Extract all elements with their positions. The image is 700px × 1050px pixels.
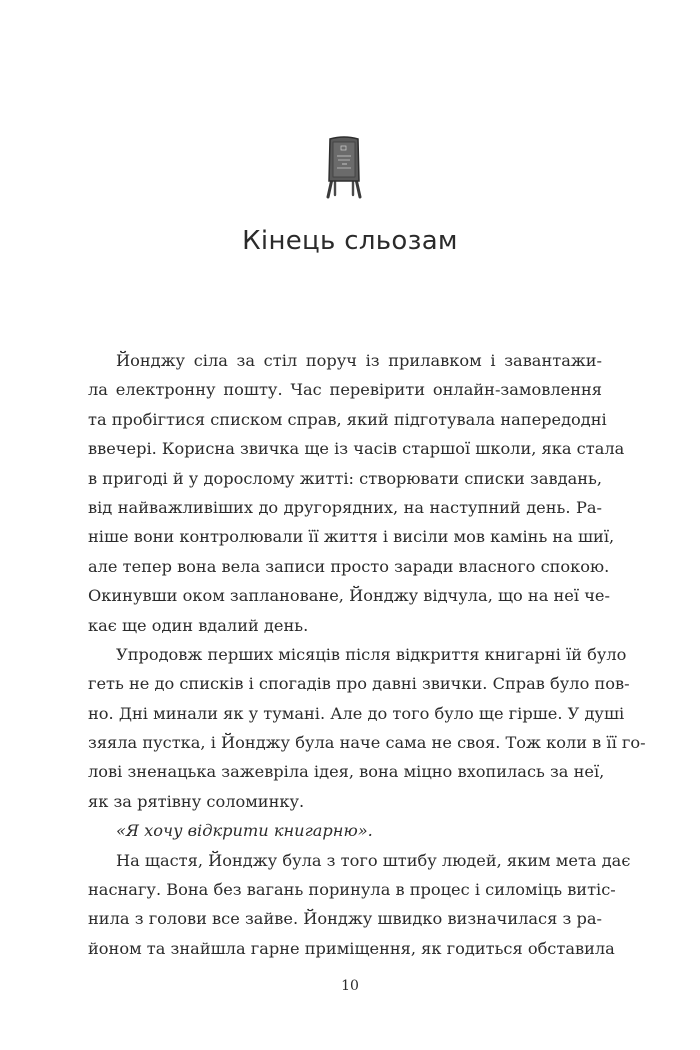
text-line: Окинувши оком заплановане, Йонджу відчула, що на неї че- <box>88 586 610 606</box>
text-line: лові зненацька зажевріла ідея, вона міцно вхопилась за неї, <box>88 762 605 782</box>
chalkboard-sign-icon <box>323 135 365 199</box>
text-line: Йонджу сіла за стіл поруч із прилавком і завантажи- <box>116 351 602 370</box>
text-line: зяяла пустка, і Йонджу була наче сама не своя. Тож коли в її го- <box>88 733 646 753</box>
text-line: На щастя, Йонджу була з того штибу людей, яким мета дає <box>116 850 631 870</box>
text-line: нила з голови все зайве. Йонджу швидко визначилася з ра- <box>88 909 602 929</box>
text-line: ніше вони контролювали її життя і висіли мов камінь на шиї, <box>88 527 615 547</box>
text-line: кає ще один вдалий день. <box>88 615 309 635</box>
text-line: в пригоді й у дорослому житті: створювати списки завдань, <box>88 468 602 488</box>
text-line: Упродовж перших місяців після відкриття книгарні їй було <box>116 644 627 664</box>
text-line: но. Дні минали як у тумані. Але до того було ще гірше. У душі <box>88 703 625 723</box>
text-line: геть не до списків і спогадів про давні звички. Справ було пов- <box>88 674 630 694</box>
body-text <box>88 346 646 963</box>
text-line: йоном та знайшла гарне приміщення, як годиться обставила <box>88 938 615 958</box>
text-line: та пробігтися списком справ, який підготувала напередодні <box>88 409 607 429</box>
text-line: ла електронну пошту. Час перевірити онлайн-замовлення <box>88 380 602 400</box>
italic-quote: «Я хочу відкрити книгарню». <box>116 821 373 841</box>
text-line: наснагу. Вона без вагань поринула в процес і силоміць витіс- <box>88 880 616 900</box>
text-line: але тепер вона вела записи просто заради власного спокою. <box>88 556 610 576</box>
chapter-title: Кінець сльозам <box>242 226 458 256</box>
text-line: від найважливіших до другорядних, на наступний день. Ра- <box>88 497 602 517</box>
page-number: 10 <box>341 978 359 994</box>
text-line: ввечері. Корисна звичка ще із часів старшої школи, яка стала <box>88 439 625 459</box>
text-line: як за рятівну соломинку. <box>88 791 305 811</box>
